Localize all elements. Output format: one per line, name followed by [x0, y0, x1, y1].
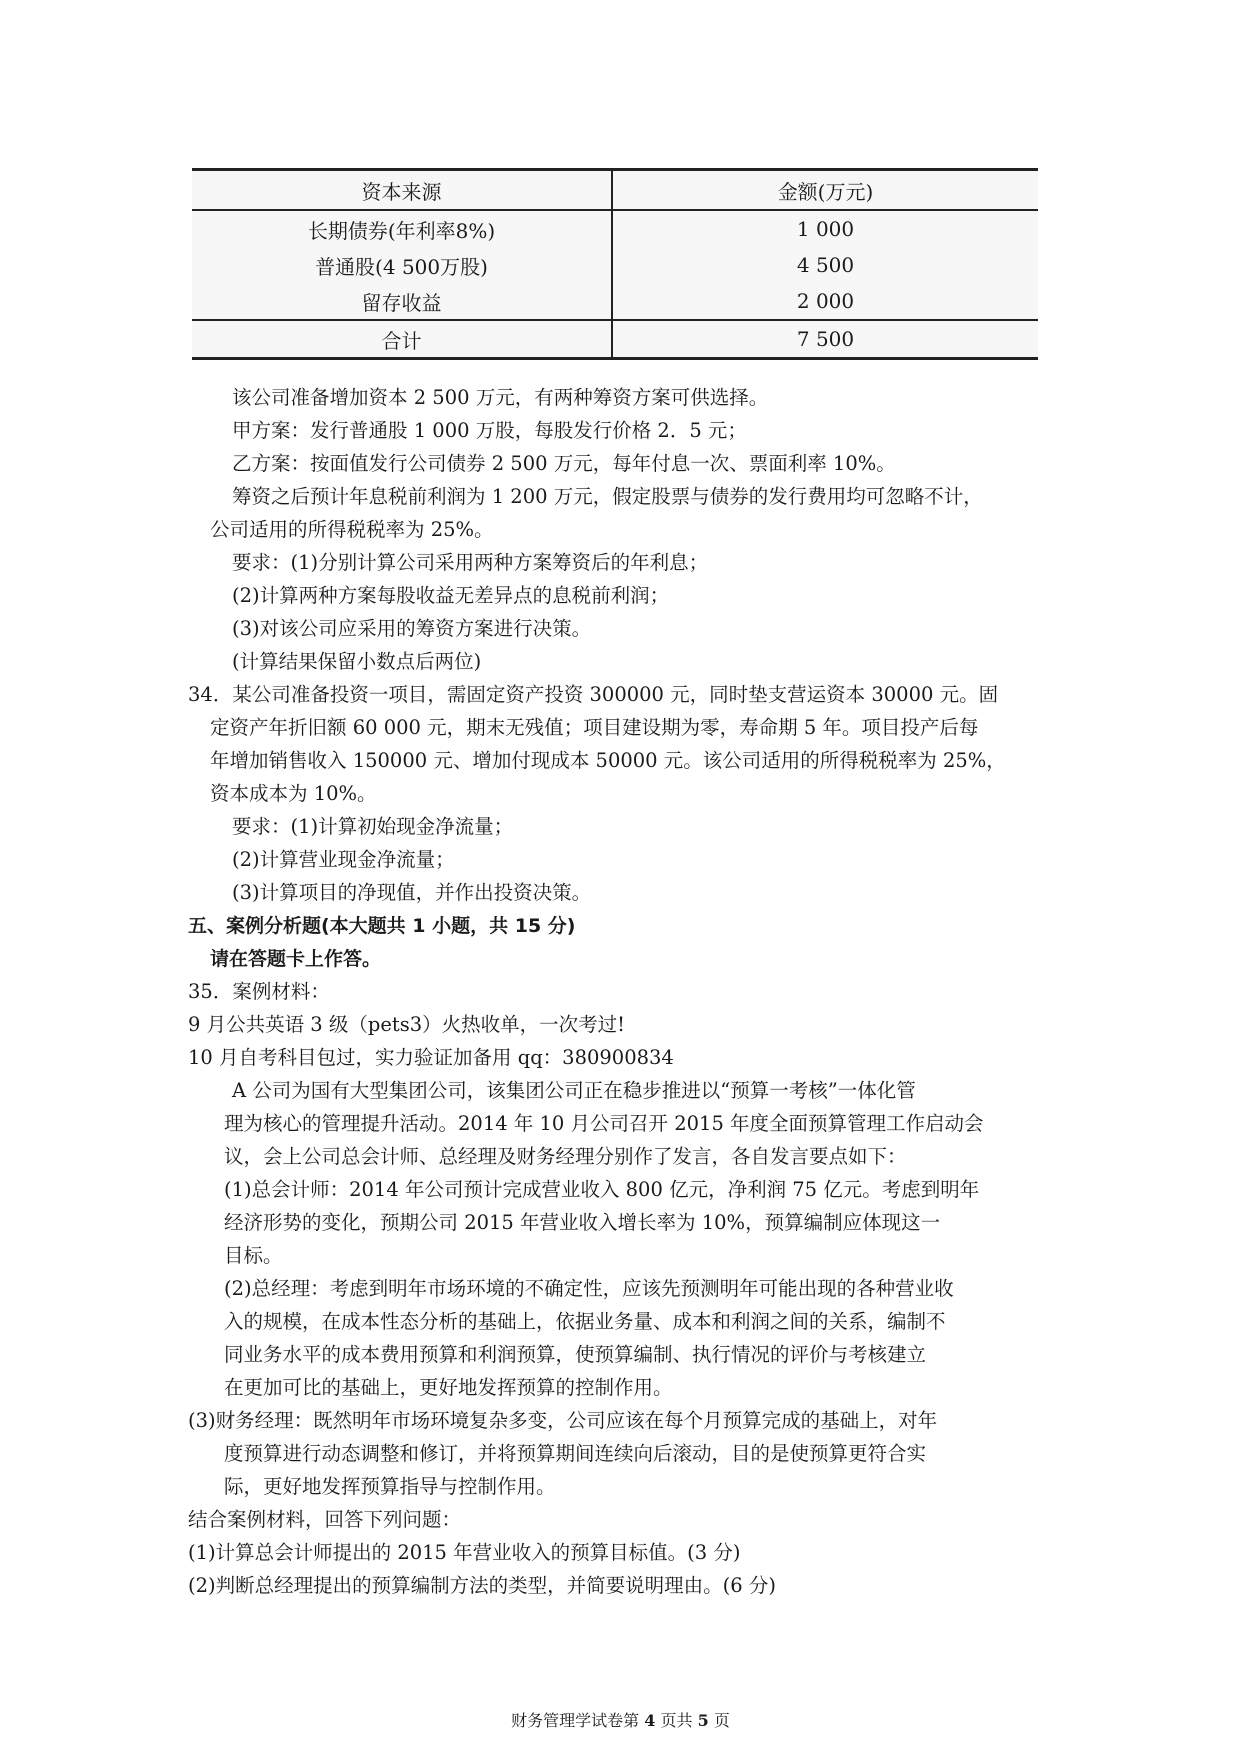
q33-line: 筹资之后预计年息税前利润为 1 200 万元，假定股票与债券的发行费用均可忽略不计， — [232, 485, 983, 508]
table-row — [192, 210, 1038, 247]
q33-requirement: 要求：(1)分别计算公司采用两种方案筹资后的年利息； — [232, 551, 709, 574]
case-paragraph: 议，会上公司总会计师、总经理及财务经理分别作了发言，各自发言要点如下： — [224, 1145, 907, 1168]
footer-total-pages: 5 — [697, 1711, 709, 1730]
case-paragraph: 际，更好地发挥预算指导与控制作用。 — [224, 1475, 556, 1498]
case-paragraph: 理为核心的管理提升活动。2014 年 10 月公司召开 2015 年度全面预算管理工作启动会 — [224, 1112, 984, 1135]
table-header-amount: 金额(万元) — [777, 179, 874, 204]
table-cell: 4 500 — [796, 253, 855, 277]
ad-line: 10 月自考科目包过，实力验证加备用 qq：380900834 — [188, 1046, 674, 1069]
footer-suffix: 页 — [708, 1711, 730, 1730]
case-paragraph: A 公司为国有大型集团公司，该集团公司正在稳步推进以“预算一考核”一体化管 — [232, 1079, 916, 1102]
q33-requirement: (3)对该公司应采用的筹资方案进行决策。 — [232, 617, 592, 640]
q34-line: 年增加销售收入 150000 元、增加付现成本 50000 元。该公司适用的所得税税率为 25%， — [210, 749, 1006, 772]
q33-line: 甲方案：发行普通股 1 000 万股，每股发行价格 2．5 元； — [232, 419, 747, 442]
table-total-label: 合计 — [192, 320, 612, 359]
case-question: (2)判断总经理提出的预算编制方法的类型，并简要说明理由。(6 分) — [188, 1574, 776, 1597]
q33-note: (计算结果保留小数点后两位) — [232, 650, 482, 673]
table-total-value: 7 500 — [796, 327, 855, 351]
table-cell: 普通股(4 500万股) — [192, 247, 612, 283]
table-row — [192, 247, 1038, 283]
case-paragraph: 经济形势的变化，预期公司 2015 年营业收入增长率为 10%，预算编制应体现这一 — [224, 1211, 941, 1234]
ad-line: 9 月公共英语 3 级（pets3）火热收单，一次考过! — [188, 1013, 626, 1036]
q34-line: 资本成本为 10%。 — [210, 782, 377, 805]
q34-requirement: (3)计算项目的净现值，并作出投资决策。 — [232, 881, 592, 904]
case-question: (1)计算总会计师提出的 2015 年营业收入的预算目标值。(3 分) — [188, 1541, 741, 1564]
q33-line: 该公司准备增加资本 2 500 万元，有两种筹资方案可供选择。 — [232, 386, 769, 409]
section-title: 五、案例分析题(本大题共 1 小题，共 15 分) — [188, 915, 576, 937]
case-paragraph: 度预算进行动态调整和修订，并将预算期间连续向后滚动，目的是使预算更符合实 — [224, 1442, 927, 1465]
capital-structure-table — [192, 168, 1038, 360]
table-cell: 2 000 — [796, 289, 855, 313]
footer-middle: 页共 — [655, 1711, 698, 1730]
q33-line: 公司适用的所得税税率为 25%。 — [210, 518, 494, 541]
case-paragraph: (2)总经理：考虑到明年市场环境的不确定性，应该先预测明年可能出现的各种营业收 — [224, 1277, 954, 1300]
case-instruction: 结合案例材料，回答下列问题： — [188, 1508, 462, 1531]
case-paragraph: 入的规模，在成本性态分析的基础上，依据业务量、成本和利润之间的关系，编制不 — [224, 1310, 946, 1333]
q34-requirement: 要求：(1)计算初始现金净流量； — [232, 815, 514, 838]
q35-heading: 35．案例材料： — [188, 980, 330, 1003]
footer-prefix: 财务管理学试卷第 — [511, 1711, 645, 1730]
table-header-source: 资本来源 — [192, 170, 612, 211]
case-paragraph: 同业务水平的成本费用预算和利润预算，使预算编制、执行情况的评价与考核建立 — [224, 1343, 927, 1366]
q33-requirement: (2)计算两种方案每股收益无差异点的息税前利润； — [232, 584, 670, 607]
table-row — [192, 283, 1038, 320]
table-header-row — [192, 170, 1038, 211]
q34-requirement: (2)计算营业现金净流量； — [232, 848, 455, 871]
q33-line: 乙方案：按面值发行公司债券 2 500 万元，每年付息一次、票面利率 10%。 — [232, 452, 896, 475]
table-total-row — [192, 320, 1038, 359]
case-paragraph: (3)财务经理：既然明年市场环境复杂多变，公司应该在每个月预算完成的基础上，对年 — [188, 1409, 938, 1432]
page-footer — [0, 1710, 1241, 1732]
table-cell: 1 000 — [796, 217, 855, 241]
section-note: 请在答题卡上作答。 — [210, 948, 382, 970]
q34-line: 定资产年折旧额 60 000 元，期末无残值；项目建设期为零，寿命期 5 年。项目投产后每 — [210, 716, 979, 739]
table-cell: 长期债券(年利率8%) — [192, 210, 612, 247]
footer-page-number: 4 — [644, 1711, 656, 1730]
case-paragraph: (1)总会计师：2014 年公司预计完成营业收入 800 亿元，净利润 75 亿元。考虑到明年 — [224, 1178, 980, 1201]
q34-line: 34．某公司准备投资一项目，需固定资产投资 300000 元，同时垫支营运资本 30000 元。固 — [188, 683, 999, 706]
table-cell: 留存收益 — [192, 283, 612, 320]
case-paragraph: 在更加可比的基础上，更好地发挥预算的控制作用。 — [224, 1376, 673, 1399]
case-paragraph: 目标。 — [224, 1244, 283, 1267]
